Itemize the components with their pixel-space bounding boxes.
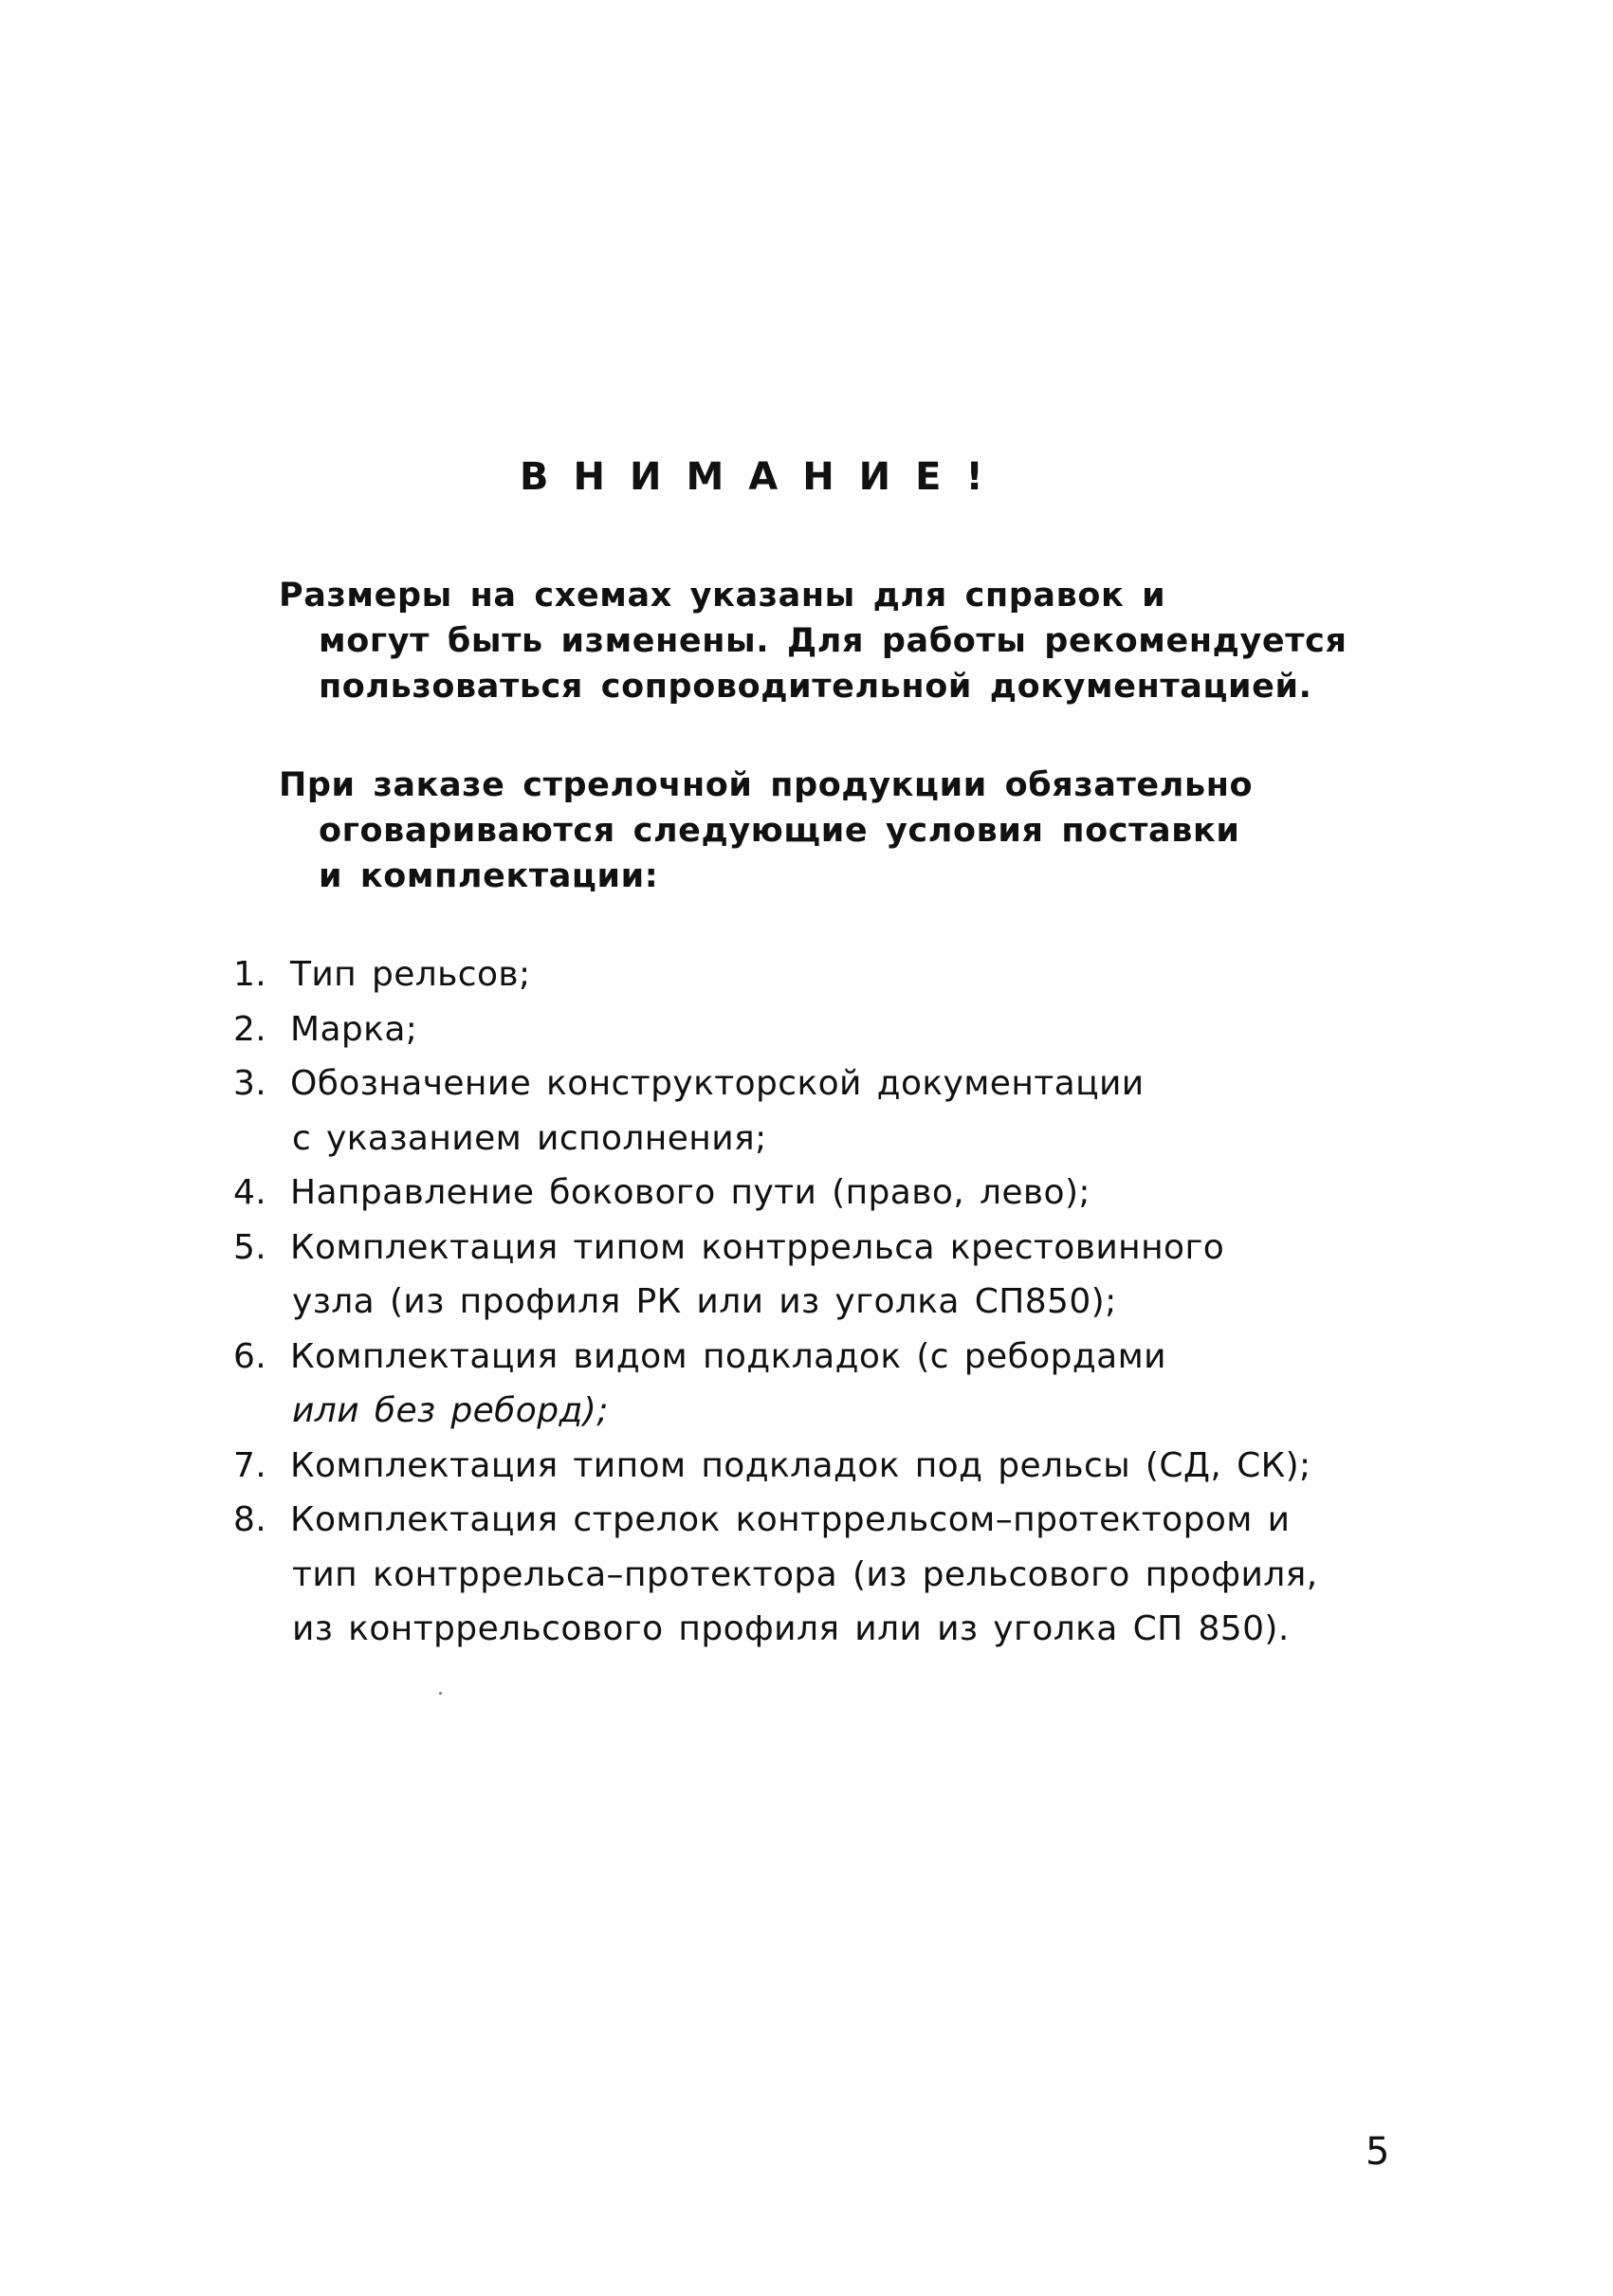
page-title: ВНИМАНИЕ!	[520, 455, 1008, 499]
item-number: 5.	[233, 1227, 267, 1267]
page-number: 5	[1366, 2130, 1390, 2174]
item-text: Направление бокового пути (право, лево);	[290, 1173, 1091, 1212]
note-paragraph	[279, 573, 1347, 709]
requirements-list	[233, 947, 1318, 1657]
item-number: 6.	[233, 1336, 267, 1376]
item-text: Комплектация типом подкладок под рельсы (СД, СК);	[290, 1445, 1311, 1485]
order-line: оговариваются следующие условия поставки	[319, 812, 1240, 850]
note-line: могут быть изменены. Для работы рекомендуется	[319, 622, 1347, 660]
item-number: 1.	[233, 955, 267, 994]
order-line: и комплектации:	[319, 857, 659, 895]
item-text: Комплектация типом контррельса крестовинного	[290, 1227, 1225, 1267]
item-number: 3.	[233, 1064, 267, 1103]
item-text-continuation: или без реборд);	[292, 1391, 609, 1430]
list-item	[233, 1002, 1318, 1057]
note-line: пользоваться сопроводительной документацией.	[319, 668, 1312, 706]
list-item	[233, 1330, 1318, 1439]
item-text: Комплектация видом подкладок (с ребордами	[290, 1336, 1166, 1376]
order-line: При заказе стрелочной продукции обязательно	[279, 766, 1254, 804]
item-number: 2.	[233, 1009, 267, 1049]
list-item	[233, 1056, 1318, 1166]
list-item	[233, 1221, 1318, 1330]
list-item	[233, 1166, 1318, 1221]
item-text: Обозначение конструкторской документации	[290, 1064, 1145, 1103]
item-text: Марка;	[290, 1009, 418, 1049]
item-number: 4.	[233, 1173, 267, 1212]
list-item	[233, 1493, 1318, 1657]
item-text: Тип рельсов;	[290, 955, 531, 994]
item-text: Комплектация стрелок контррельсом–протектором и	[290, 1500, 1291, 1539]
item-text-continuation: узла (из профиля РК или из уголка СП850);	[292, 1282, 1117, 1321]
list-item	[233, 1439, 1318, 1494]
item-text-continuation: тип контррельса–протектора (из рельсового профиля,	[292, 1554, 1318, 1594]
note-line: Размеры на схемах указаны для справок и	[279, 577, 1166, 615]
scan-speck	[439, 1692, 442, 1695]
item-text-continuation: из контррельсового профиля или из уголка СП 850).	[292, 1609, 1290, 1648]
list-item	[233, 947, 1318, 1002]
item-number: 8.	[233, 1500, 267, 1539]
item-number: 7.	[233, 1445, 267, 1485]
item-text-continuation: с указанием исполнения;	[292, 1118, 767, 1158]
order-conditions-paragraph	[279, 762, 1253, 899]
